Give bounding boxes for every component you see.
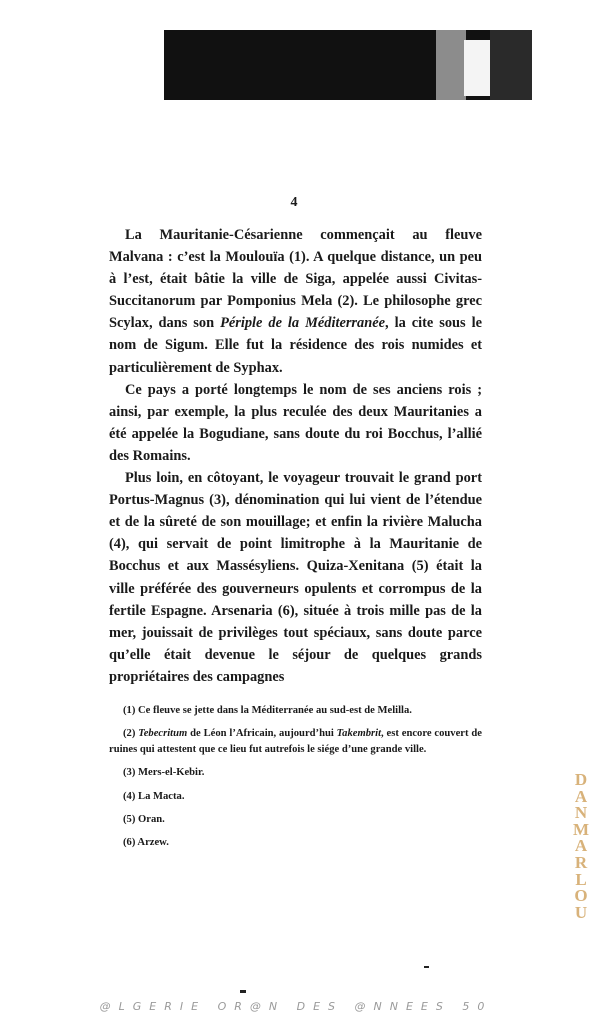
footnote — [109, 789, 482, 804]
footnote-run: (6) Arzew. — [123, 837, 169, 849]
paragraph — [109, 224, 482, 379]
footnotes — [109, 703, 482, 859]
watermark-letter: A — [574, 786, 588, 806]
watermark-letter: O — [574, 886, 588, 906]
body-text — [109, 224, 482, 688]
paragraph — [109, 467, 482, 688]
footnote-run: Takembrit — [336, 728, 382, 740]
scan-speck — [240, 990, 246, 993]
footnote — [109, 765, 482, 780]
scan-header-bar — [164, 30, 532, 100]
footnote-run: (1) Ce fleuve se jette dans la Méditerranée au sud-est de Melilla. — [123, 705, 412, 716]
footer-watermark: @LGERIE OR@N DES @NNEES 50 — [99, 1000, 493, 1013]
watermark-letter: R — [574, 852, 588, 872]
footnote-run: , est encore couvert de ruines qui attestent que ce lieu fut autrefois le siége d’une grande ville. — [109, 728, 482, 755]
watermark-letter: U — [574, 902, 588, 922]
paragraph-run: La Mauritanie-Césarienne commençait au fleuve Malvana : c’est la Moulouïa (1). A quelque distance, un peu à l’est, était bâtie la ville de Siga, appelée aussi Civitas-Succitanorum par Pomponius Mela (2). Le philosophe grec Scylax, dans son — [109, 227, 482, 332]
footnote — [109, 835, 482, 850]
paragraph-run: Ce pays a porté longtemps le nom de ses anciens rois ; ainsi, par exemple, la plus reculée des deux Mauritanies a été appelée la Bogudiane, sans doute du roi Bocchus, l’allié des Romains. — [109, 381, 482, 464]
watermark-letter: M — [572, 819, 590, 839]
watermark-letter: N — [574, 803, 588, 823]
footnote-run: (4) La Macta. — [123, 790, 185, 802]
watermark-letter: L — [575, 869, 587, 889]
footnote-run: (3) Mers-el-Kebir. — [123, 767, 205, 779]
scan-bar-gray-block — [436, 30, 466, 100]
footnote-run: de Léon l’Africain, aujourd’hui — [187, 728, 337, 740]
footnote-run: (2) — [123, 728, 139, 740]
scan-bar-dark-block — [490, 30, 532, 100]
scan-bar-white-block — [464, 40, 490, 96]
footnote — [109, 726, 482, 757]
footnote-run: Tebecritum — [138, 728, 188, 740]
paragraph — [109, 379, 482, 467]
page-number: 4 — [290, 195, 298, 210]
paragraph-run: Plus loin, en côtoyant, le voyageur trouvait le grand port Portus-Magnus (3), dénomination qui lui vient de l’étendue et de la sûreté de son mouillage; et enfin la rivière Malucha (4), qui servait de point limitrophe à la Mauritanie de Bocchus et aux Massésyliens. Quiza-Xenitana (5) était la ville préférée des gouverneurs opulents et corrompus de la fertile Espagne. Arsenaria (6), située à trois mille pas de la mer, jouissait de privilèges tout spéciaux, sans doute parce qu’elle était devenue le séjour de quelques grands propriétaires des campagnes — [109, 470, 482, 685]
footnote — [109, 703, 482, 718]
watermark-vertical — [570, 772, 592, 921]
paragraph-run: Périple de la Méditerranée — [220, 315, 386, 332]
scan-speck — [424, 966, 429, 968]
paragraph-run: , la cite sous le nom de Sigum. Elle fut la résidence des rois numides et particulièrement de Syphax. — [109, 315, 482, 376]
footnote — [109, 812, 482, 827]
watermark-letter: D — [574, 770, 588, 789]
footnote-run: (5) Oran. — [123, 814, 165, 826]
watermark-letter: A — [574, 836, 588, 856]
